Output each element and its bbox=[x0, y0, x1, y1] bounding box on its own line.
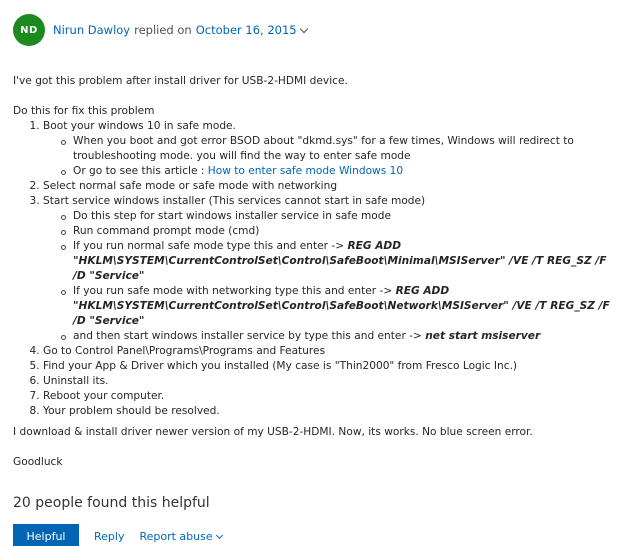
list-item bbox=[43, 359, 613, 374]
list-item bbox=[43, 344, 613, 359]
list-item bbox=[73, 329, 613, 344]
avatar[interactable]: ND bbox=[13, 14, 45, 46]
sub-list bbox=[43, 134, 613, 179]
reply-link[interactable] bbox=[94, 524, 124, 543]
signoff-text: Goodluck bbox=[13, 456, 63, 468]
command-text: REG ADD "HKLM\SYSTEM\CurrentControlSet\Control\SafeBoot\Network\MSIServer" /VE /T REG_SZ /F /D "Service" bbox=[73, 285, 610, 327]
fix-heading: Do this for fix this problem bbox=[13, 105, 155, 117]
report-abuse-link[interactable] bbox=[139, 524, 221, 543]
list-item bbox=[43, 179, 613, 194]
command-text: net start msiserver bbox=[425, 330, 541, 342]
list-item bbox=[43, 374, 613, 389]
list-item bbox=[73, 239, 613, 284]
step-text: Boot your windows 10 in safe mode. bbox=[43, 120, 236, 132]
sub-step-text: Do this step for start windows installer service in safe mode bbox=[73, 210, 391, 222]
list-item bbox=[73, 134, 613, 164]
list-item bbox=[73, 209, 613, 224]
helpful-button[interactable]: Helpful bbox=[13, 524, 79, 546]
list-item bbox=[43, 389, 613, 404]
list-item bbox=[73, 224, 613, 239]
list-item bbox=[43, 119, 613, 179]
step-text: Your problem should be resolved. bbox=[43, 405, 220, 417]
reply-header bbox=[13, 14, 307, 46]
author-link[interactable]: Nirun Dawloy bbox=[53, 23, 131, 37]
byline bbox=[53, 23, 307, 37]
intro-paragraph: I've got this problem after install driver for USB-2-HDMI device. bbox=[13, 75, 348, 87]
report-abuse-label: Report abuse bbox=[139, 530, 213, 543]
sub-step-text: Or go to see this article : bbox=[73, 165, 208, 177]
replied-on-text: replied on bbox=[134, 23, 192, 37]
step-text: Start service windows installer (This services cannot start in safe mode) bbox=[43, 195, 426, 207]
step-text: Uninstall its. bbox=[43, 375, 109, 387]
reply-actions bbox=[13, 524, 222, 542]
sub-step-text: and then start windows installer service by type this and enter -> bbox=[73, 330, 426, 342]
command-text: REG ADD "HKLM\SYSTEM\CurrentControlSet\Control\SafeBoot\Minimal\MSIServer" /VE /T REG_SZ /F /D "Service" bbox=[73, 240, 607, 282]
sub-step-text: If you run normal safe mode type this and enter -> bbox=[73, 240, 348, 252]
step-text: Find your App & Driver which you installed (My case is "Thin2000" from Fresco Logic Inc.) bbox=[43, 360, 518, 372]
sub-step-text: When you boot and got error BSOD about "dkmd.sys" for a few times, Windows will redirect to troubleshooting mode. you will find the way to enter safe mode bbox=[73, 135, 574, 162]
sub-step-text: If you run safe mode with networking type this and enter -> bbox=[73, 285, 396, 297]
list-item bbox=[73, 164, 613, 179]
step-text: Reboot your computer. bbox=[43, 390, 165, 402]
list-item bbox=[43, 194, 613, 344]
list-item bbox=[73, 284, 613, 329]
reply-body bbox=[13, 74, 613, 470]
reply-link-label: Reply bbox=[94, 530, 125, 543]
sub-list bbox=[43, 209, 613, 344]
outro-paragraph: I download & install driver newer version of my USB-2-HDMI. Now, its works. No blue screen error. bbox=[13, 426, 533, 438]
step-text: Go to Control Panel\Programs\Programs and Features bbox=[43, 345, 326, 357]
chevron-down-icon bbox=[216, 532, 223, 539]
sub-step-text: Run command prompt mode (cmd) bbox=[73, 225, 260, 237]
safe-mode-article-link[interactable]: How to enter safe mode Windows 10 bbox=[207, 165, 404, 177]
step-text: Select normal safe mode or safe mode with networking bbox=[43, 180, 338, 192]
chevron-down-icon[interactable] bbox=[299, 24, 307, 32]
list-item bbox=[43, 404, 613, 419]
helpful-count: 20 people found this helpful bbox=[13, 495, 210, 511]
reply-date-link[interactable]: October 16, 2015 bbox=[195, 23, 297, 37]
steps-list bbox=[13, 119, 613, 419]
